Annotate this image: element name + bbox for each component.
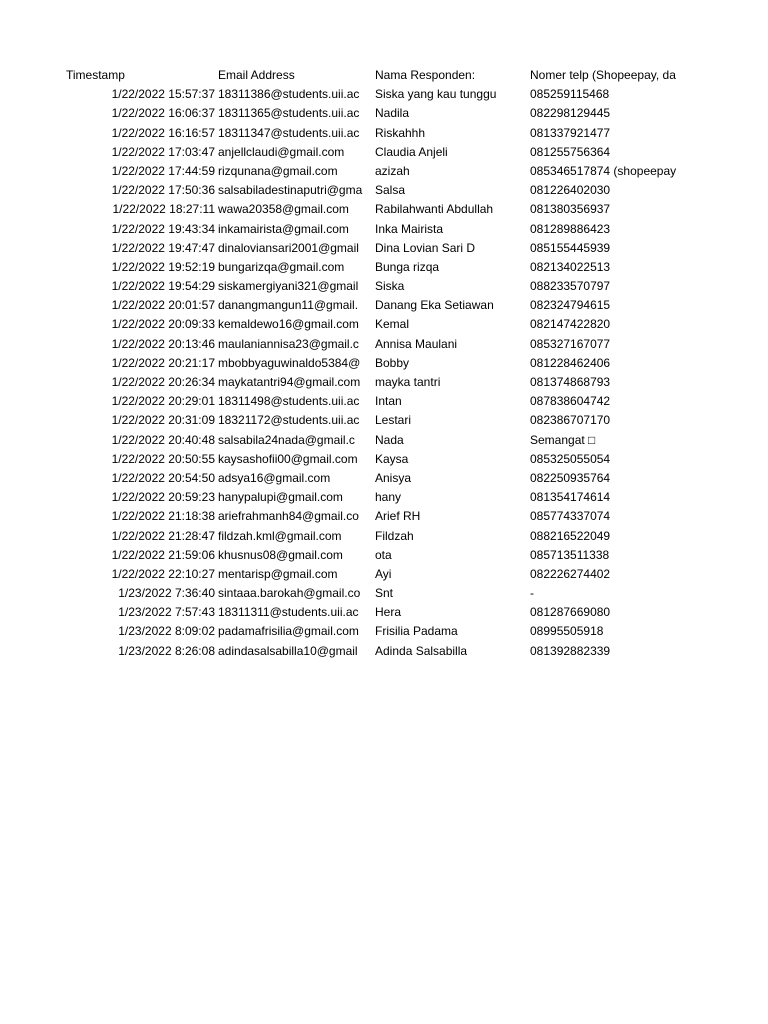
timestamp-cell: 1/22/2022 21:18:38 — [111, 509, 215, 524]
phone-cell: 081354174614 — [530, 490, 611, 505]
table-row — [63, 354, 685, 373]
timestamp-cell: 1/22/2022 22:10:27 — [111, 566, 215, 581]
name-cell: Kaysa — [375, 451, 409, 466]
email-cell: 18311386@students.uii.ac — [218, 87, 360, 102]
table-row — [63, 85, 685, 104]
email-cell: khusnus08@gmail.com — [218, 547, 343, 562]
table-row — [63, 315, 685, 334]
name-cell: Snt — [375, 586, 394, 601]
phone-cell: 081226402030 — [530, 183, 611, 198]
table-row — [63, 642, 685, 661]
email-cell: kaysashofii00@gmail.com — [218, 451, 358, 466]
phone-cell: 085325055054 — [530, 451, 611, 466]
phone-cell: Semangat □ — [530, 432, 596, 447]
timestamp-cell: 1/23/2022 8:09:02 — [118, 624, 215, 639]
timestamp-cell: 1/22/2022 20:50:55 — [111, 451, 215, 466]
email-cell: adindasalsabilla10@gmail — [218, 643, 358, 658]
name-cell: Arief RH — [375, 509, 421, 524]
email-cell: 18311498@students.uii.ac — [218, 394, 360, 409]
timestamp-cell: 1/22/2022 20:29:01 — [111, 394, 215, 409]
email-cell: kemaldewo16@gmail.com — [218, 317, 359, 332]
name-cell: Siska yang kau tunggu — [375, 87, 497, 102]
table-row — [63, 469, 685, 488]
phone-cell: 082298129445 — [530, 106, 611, 121]
email-cell: ariefrahmanh84@gmail.co — [218, 509, 359, 524]
email-cell: dinaloviansari2001@gmail — [218, 240, 359, 255]
name-cell: Danang Eka Setiawan — [375, 298, 494, 313]
email-cell: wawa20358@gmail.com — [218, 202, 349, 217]
name-cell: Riskahhh — [375, 125, 426, 140]
email-cell: 18311347@students.uii.ac — [218, 125, 360, 140]
header-timestamp: Timestamp — [66, 68, 125, 82]
name-cell: azizah — [375, 163, 410, 178]
table-row — [63, 411, 685, 430]
timestamp-cell: 1/23/2022 7:57:43 — [118, 605, 215, 620]
table-row — [63, 200, 685, 219]
phone-cell: - — [530, 586, 534, 601]
email-cell: rizqunana@gmail.com — [218, 163, 338, 178]
email-cell: 18311311@students.uii.ac — [218, 605, 359, 620]
phone-cell: 085327167077 — [530, 336, 611, 351]
header-telp: Nomer telp (Shopeepay, da — [530, 68, 676, 82]
header-email: Email Address — [218, 68, 295, 82]
name-cell: Dina Lovian Sari D — [375, 240, 476, 255]
table-row — [63, 258, 685, 277]
table-row — [63, 373, 685, 392]
timestamp-cell: 1/22/2022 20:31:09 — [111, 413, 215, 428]
phone-cell: 082250935764 — [530, 470, 611, 485]
email-cell: 18311365@students.uii.ac — [218, 106, 360, 121]
table-row — [63, 450, 685, 469]
name-cell: Claudia Anjeli — [375, 144, 448, 159]
table-row — [63, 335, 685, 354]
email-cell: salsabila24nada@gmail.c — [218, 432, 355, 447]
phone-cell: 085346517874 (shopeepay — [530, 163, 677, 178]
email-cell: bungarizqa@gmail.com — [218, 259, 345, 274]
table-row — [63, 622, 685, 641]
timestamp-cell: 1/22/2022 21:28:47 — [111, 528, 215, 543]
name-cell: Intan — [375, 394, 402, 409]
email-cell: hanypalupi@gmail.com — [218, 490, 343, 505]
phone-cell: 081287669080 — [530, 605, 611, 620]
email-cell: adsya16@gmail.com — [218, 470, 331, 485]
phone-cell: 085155445939 — [530, 240, 611, 255]
name-cell: Nada — [375, 432, 404, 447]
timestamp-cell: 1/22/2022 16:06:37 — [111, 106, 215, 121]
name-cell: Rabilahwanti Abdullah — [375, 202, 494, 217]
phone-cell: 081380356937 — [530, 202, 611, 217]
timestamp-cell: 1/22/2022 21:59:06 — [111, 547, 215, 562]
timestamp-cell: 1/22/2022 15:57:37 — [111, 87, 215, 102]
email-cell: maulaniannisa23@gmail.c — [218, 336, 359, 351]
timestamp-cell: 1/22/2022 19:43:34 — [111, 221, 215, 236]
timestamp-cell: 1/22/2022 20:09:33 — [111, 317, 215, 332]
timestamp-cell: 1/22/2022 20:26:34 — [111, 375, 215, 389]
timestamp-cell: 1/22/2022 16:16:57 — [111, 125, 215, 140]
name-cell: ota — [375, 547, 392, 562]
timestamp-cell: 1/22/2022 17:44:59 — [111, 163, 215, 178]
name-cell: Adinda Salsabilla — [375, 643, 468, 658]
timestamp-cell: 1/22/2022 18:27:11 — [112, 202, 215, 217]
table-row — [63, 181, 685, 200]
phone-cell: 088216522049 — [530, 528, 611, 543]
table-row — [63, 162, 685, 181]
email-cell: 18321172@students.uii.ac — [218, 413, 360, 428]
table-row — [63, 527, 685, 546]
name-cell: Frisilia Padama — [375, 624, 458, 639]
table-row — [63, 143, 685, 162]
name-cell: Salsa — [375, 183, 406, 198]
name-cell: Bunga rizqa — [375, 259, 440, 274]
table-row — [63, 296, 685, 315]
name-cell: Ayi — [375, 566, 392, 581]
name-cell: Siska — [375, 279, 405, 294]
name-cell: Hera — [375, 605, 402, 620]
name-cell: Kemal — [375, 317, 410, 332]
table-row — [63, 603, 685, 622]
timestamp-cell: 1/22/2022 20:13:46 — [111, 336, 215, 351]
email-cell: mbobbyaguwinaldo5384@ — [218, 355, 361, 370]
phone-cell: 081228462406 — [530, 355, 611, 370]
name-cell: Anisya — [375, 470, 412, 485]
phone-cell: 081374868793 — [530, 375, 611, 389]
name-cell: Annisa Maulani — [375, 336, 458, 351]
timestamp-cell: 1/22/2022 20:01:57 — [111, 298, 215, 313]
phone-cell: 08995505918 — [530, 624, 604, 639]
timestamp-cell: 1/22/2022 20:40:48 — [111, 432, 215, 447]
phone-cell: 085774337074 — [530, 509, 611, 524]
phone-cell: 082386707170 — [530, 413, 611, 428]
email-cell: mentarisp@gmail.com — [218, 566, 338, 581]
table-row — [63, 277, 685, 296]
phone-cell: 081289886423 — [530, 221, 611, 236]
email-cell: salsabiladestinaputri@gma — [218, 183, 363, 198]
timestamp-cell: 1/22/2022 20:21:17 — [111, 355, 215, 370]
name-cell: Bobby — [375, 355, 410, 370]
timestamp-cell: 1/22/2022 19:52:19 — [111, 259, 215, 274]
email-cell: maykatantri94@gmail.com — [218, 375, 361, 389]
phone-cell: 081337921477 — [530, 125, 611, 140]
email-cell: padamafrisilia@gmail.com — [218, 624, 359, 639]
table-row — [63, 239, 685, 258]
name-cell: Lestari — [375, 413, 412, 428]
phone-cell: 081255756364 — [530, 144, 611, 159]
phone-cell: 087838604742 — [530, 394, 611, 409]
table-row — [63, 124, 685, 143]
table-row — [63, 431, 685, 450]
phone-cell: 082134022513 — [530, 259, 611, 274]
timestamp-cell: 1/22/2022 20:54:50 — [111, 470, 215, 485]
table-row — [63, 584, 685, 603]
email-cell: danangmangun11@gmail. — [218, 298, 359, 313]
timestamp-cell: 1/22/2022 19:54:29 — [111, 279, 215, 294]
table-row — [63, 507, 685, 526]
header-nama: Nama Responden: — [375, 68, 476, 82]
table-row — [63, 220, 685, 239]
email-cell: fildzah.kml@gmail.com — [218, 528, 342, 543]
phone-cell: 085259115468 — [530, 87, 610, 102]
name-cell: mayka tantri — [375, 375, 441, 389]
spreadsheet — [63, 66, 685, 661]
table-body — [63, 85, 685, 661]
timestamp-cell: 1/22/2022 20:59:23 — [111, 490, 215, 505]
email-cell: anjellclaudi@gmail.com — [218, 144, 345, 159]
timestamp-cell: 1/22/2022 19:47:47 — [111, 240, 215, 255]
table-row — [63, 546, 685, 565]
name-cell: Nadila — [375, 106, 410, 121]
timestamp-cell: 1/23/2022 7:36:40 — [118, 586, 215, 601]
phone-cell: 088233570797 — [530, 279, 611, 294]
table-row — [63, 104, 685, 123]
table-row — [63, 392, 685, 411]
table-row — [63, 488, 685, 507]
timestamp-cell: 1/23/2022 8:26:08 — [118, 643, 215, 658]
phone-cell: 082147422820 — [530, 317, 611, 332]
header-row — [63, 66, 685, 85]
phone-cell: 082324794615 — [530, 298, 611, 313]
phone-cell: 081392882339 — [530, 643, 611, 658]
name-cell: Fildzah — [375, 528, 414, 543]
name-cell: Inka Mairista — [375, 221, 444, 236]
name-cell: hany — [375, 490, 402, 505]
phone-cell: 085713511338 — [530, 547, 610, 562]
phone-cell: 082226274402 — [530, 566, 611, 581]
email-cell: siskamergiyani321@gmail — [218, 279, 359, 294]
table-row — [63, 565, 685, 584]
timestamp-cell: 1/22/2022 17:50:36 — [111, 183, 215, 198]
email-cell: sintaaa.barokah@gmail.co — [218, 586, 361, 601]
email-cell: inkamairista@gmail.com — [218, 221, 349, 236]
timestamp-cell: 1/22/2022 17:03:47 — [111, 144, 215, 159]
